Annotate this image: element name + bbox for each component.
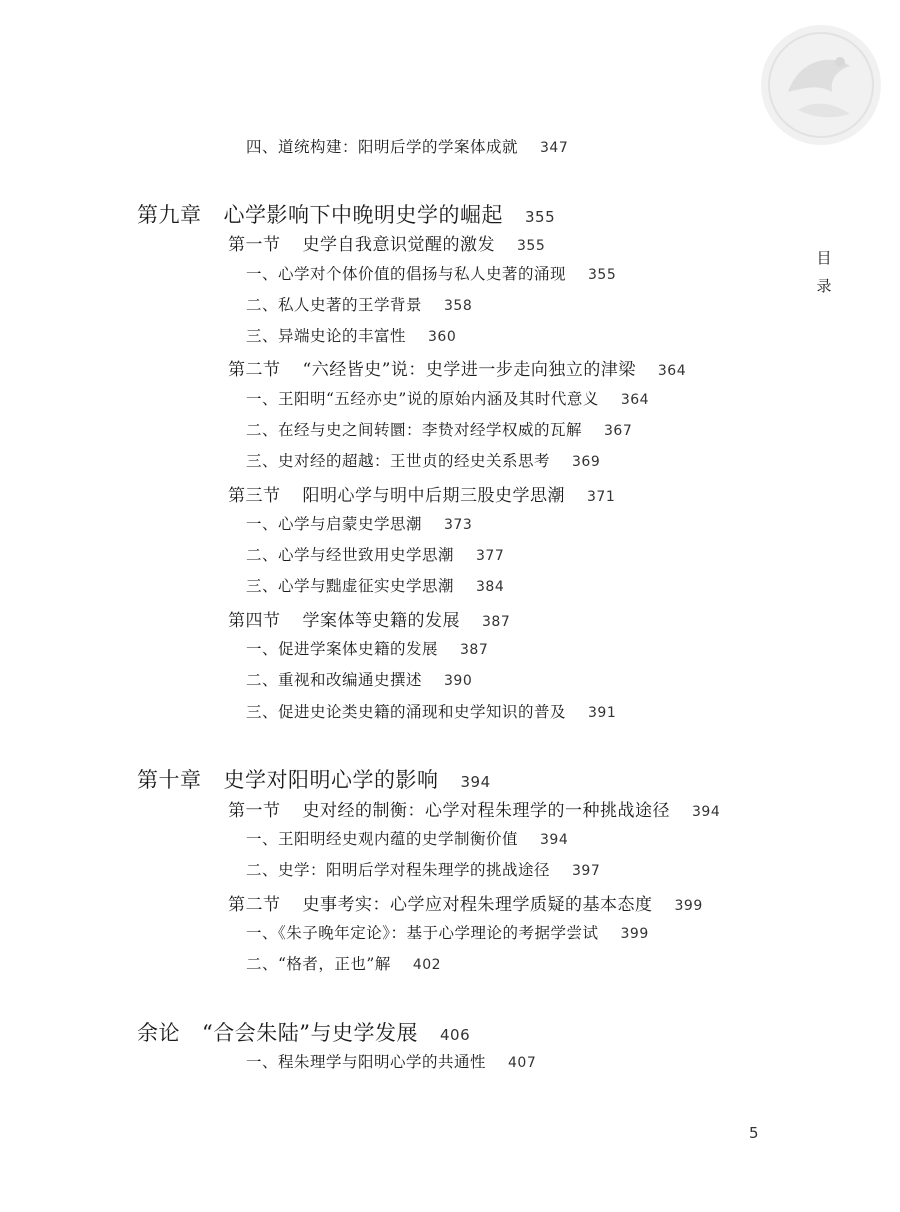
toc-page-number: 373 — [444, 517, 473, 533]
toc-item-entry — [246, 1050, 536, 1072]
toc-page-number: 355 — [525, 208, 556, 226]
toc-item-entry — [246, 952, 441, 974]
toc-chapter-label: 第九章 — [137, 203, 202, 227]
toc-page-number: 358 — [444, 298, 473, 314]
toc-page-number: 355 — [517, 238, 546, 254]
toc-page-number: 387 — [482, 614, 511, 630]
toc-section-title: 学案体等史籍的发展 — [302, 611, 460, 631]
toc-item-title: 一、心学对个体价值的倡扬与私人史著的涌现 — [246, 265, 567, 283]
toc-page-number: 371 — [587, 489, 616, 505]
decorative-seal-emblem — [758, 22, 884, 148]
toc-item-entry — [246, 387, 649, 409]
toc-page-number: 387 — [460, 642, 489, 658]
toc-section-title: “六经皆史”说：史学进一步走向独立的津梁 — [302, 360, 636, 380]
toc-chapter-label: 第十章 — [137, 768, 202, 792]
toc-item-entry — [246, 858, 600, 880]
toc-item-title: 一、心学与启蒙史学思潮 — [246, 515, 423, 533]
toc-section-entry — [228, 481, 615, 506]
toc-page-number: 355 — [588, 267, 617, 283]
toc-page-number: 347 — [540, 140, 569, 156]
toc-item-entry — [246, 637, 488, 659]
toc-section-label: 第四节 — [228, 611, 281, 631]
toc-item-title: 三、促进史论类史籍的涌现和史学知识的普及 — [246, 703, 567, 721]
toc-item-title: 二、重视和改编通史撰述 — [246, 671, 423, 689]
toc-item-entry — [246, 135, 568, 157]
toc-page-number: 407 — [508, 1055, 537, 1071]
toc-page-number: 394 — [460, 773, 491, 791]
toc-section-label: 第一节 — [228, 801, 281, 821]
toc-page-number: 399 — [620, 926, 649, 942]
toc-chapter-entry — [137, 199, 555, 229]
toc-page-number: 364 — [657, 363, 687, 379]
toc-chapter-title: “合会朱陆”与史学发展 — [202, 1021, 418, 1045]
toc-item-entry — [246, 324, 456, 346]
toc-page-number: 390 — [444, 673, 473, 689]
toc-item-entry — [246, 574, 504, 596]
toc-chapter-label: 余论 — [137, 1021, 180, 1045]
toc-page-number: 406 — [439, 1026, 471, 1044]
toc-item-title: 三、异端史论的丰富性 — [246, 327, 407, 345]
toc-item-entry — [246, 543, 504, 565]
toc-page-number: 391 — [588, 705, 617, 721]
page-number: 5 — [749, 1124, 759, 1142]
toc-section-title: 史对经的制衡：心学对程朱理学的一种挑战途径 — [302, 801, 670, 821]
toc-page-number: 394 — [540, 832, 569, 848]
toc-chapter-title: 史学对阳明心学的影响 — [223, 768, 439, 792]
toc-item-title: 二、心学与经世致用史学思潮 — [246, 546, 455, 564]
toc-section-entry — [228, 796, 720, 821]
toc-item-entry — [246, 827, 568, 849]
toc-item-title: 一、《朱子晚年定论》：基于心学理论的考据学尝试 — [246, 924, 599, 942]
toc-page-number: 369 — [572, 454, 601, 470]
toc-page-number: 399 — [674, 898, 703, 914]
toc-section-entry — [228, 230, 545, 255]
toc-item-entry — [246, 512, 472, 534]
toc-section-label: 第一节 — [228, 235, 281, 255]
toc-item-title: 一、王阳明“五经亦史”说的原始内涵及其时代意义 — [246, 390, 599, 408]
toc-item-entry — [246, 668, 472, 690]
toc-item-title: 二、“格者，正也”解 — [246, 955, 391, 973]
toc-item-title: 一、促进学案体史籍的发展 — [246, 640, 439, 658]
toc-section-label: 第二节 — [228, 360, 281, 380]
toc-item-title: 一、程朱理学与阳明心学的共通性 — [246, 1053, 487, 1071]
toc-section-title: 阳明心学与明中后期三股史学思潮 — [302, 486, 565, 506]
side-label-toc: 目录 — [816, 249, 832, 295]
toc-item-title: 三、心学与黜虚征实史学思潮 — [246, 577, 455, 595]
toc-page-number: 394 — [692, 804, 721, 820]
toc-section-entry — [228, 890, 703, 915]
toc-item-entry — [246, 700, 616, 722]
toc-item-title: 二、史学：阳明后学对程朱理学的挑战途径 — [246, 861, 551, 879]
toc-item-title: 二、在经与史之间转圜：李贽对经学权威的瓦解 — [246, 421, 583, 439]
toc-item-entry — [246, 449, 600, 471]
toc-chapter-entry — [137, 1017, 470, 1047]
toc-section-entry — [228, 355, 686, 380]
toc-item-title: 四、道统构建：阳明后学的学案体成就 — [246, 138, 519, 156]
toc-section-title: 史事考实：心学应对程朱理学质疑的基本态度 — [302, 895, 653, 915]
toc-page-number: 360 — [428, 329, 457, 345]
toc-page-number: 402 — [412, 957, 442, 973]
toc-section-label: 第三节 — [228, 486, 281, 506]
toc-chapter-title: 心学影响下中晚明史学的崛起 — [223, 203, 503, 227]
toc-page-number: 367 — [604, 423, 633, 439]
toc-page-number: 397 — [572, 863, 601, 879]
toc-page-number: 377 — [476, 548, 505, 564]
toc-section-entry — [228, 606, 510, 631]
toc-page-number: 364 — [620, 392, 650, 408]
toc-item-title: 三、史对经的超越：王世贞的经史关系思考 — [246, 452, 551, 470]
toc-section-title: 史学自我意识觉醒的激发 — [302, 235, 495, 255]
toc-section-label: 第二节 — [228, 895, 281, 915]
toc-item-entry — [246, 293, 472, 315]
toc-item-title: 一、王阳明经史观内蕴的史学制衡价值 — [246, 830, 519, 848]
toc-item-entry — [246, 921, 649, 943]
toc-chapter-entry — [137, 764, 491, 794]
toc-item-entry — [246, 262, 616, 284]
toc-item-entry — [246, 418, 632, 440]
toc-page-number: 384 — [476, 579, 505, 595]
toc-item-title: 二、私人史著的王学背景 — [246, 296, 423, 314]
